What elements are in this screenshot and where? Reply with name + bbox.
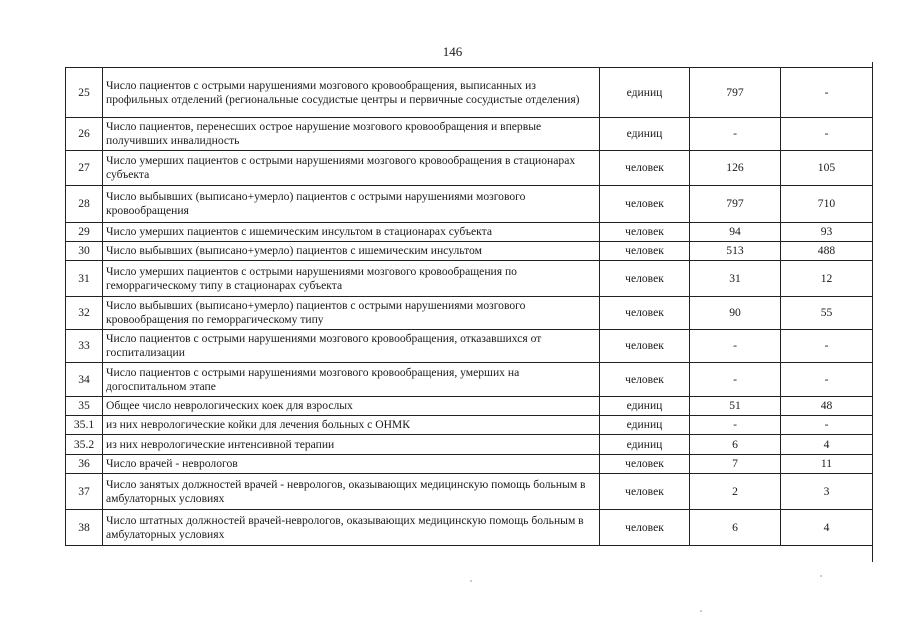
table-row — [66, 68, 873, 118]
table-row — [66, 455, 873, 474]
value-column-1: - — [690, 118, 781, 151]
row-number: 33 — [66, 330, 103, 363]
indicator-name: Число пациентов с острыми нарушениями мозгового кровообращения, выписанных из профильных отделений (региональные сосудистые центры и первичные сосудистые отделения) — [103, 68, 600, 118]
indicator-name: Число умерших пациентов с острыми нарушениями мозгового кровообращения в стационарах субъекта — [103, 151, 600, 186]
row-number: 36 — [66, 455, 103, 474]
unit-of-measure: человек — [600, 186, 690, 223]
value-column-1: - — [690, 416, 781, 435]
scan-artifact — [820, 575, 822, 577]
value-column-1: 7 — [690, 455, 781, 474]
value-column-2: - — [781, 416, 873, 435]
unit-of-measure: человек — [600, 474, 690, 510]
indicator-name: Число выбывших (выписано+умерло) пациентов с ишемическим инсультом — [103, 242, 600, 261]
value-column-2: 55 — [781, 297, 873, 330]
indicator-name: Число пациентов с острыми нарушениями мозгового кровообращения, отказавшихся от госпитализации — [103, 330, 600, 363]
page-number: 146 — [442, 44, 463, 59]
indicators-table — [65, 67, 873, 546]
unit-of-measure: единиц — [600, 416, 690, 435]
value-column-1: 31 — [690, 261, 781, 297]
table-row — [66, 474, 873, 510]
indicator-name: Число врачей - неврологов — [103, 455, 600, 474]
row-number: 35.2 — [66, 435, 103, 455]
unit-of-measure: человек — [600, 330, 690, 363]
unit-of-measure: единиц — [600, 435, 690, 455]
scan-artifact — [700, 610, 702, 612]
unit-of-measure: единиц — [600, 68, 690, 118]
row-number: 35.1 — [66, 416, 103, 435]
value-column-2: - — [781, 68, 873, 118]
row-number: 28 — [66, 186, 103, 223]
value-column-1: 6 — [690, 510, 781, 546]
row-number: 38 — [66, 510, 103, 546]
value-column-1: 94 — [690, 223, 781, 242]
unit-of-measure: человек — [600, 151, 690, 186]
row-number: 27 — [66, 151, 103, 186]
indicator-name: Число умерших пациентов с ишемическим инсультом в стационарах субъекта — [103, 223, 600, 242]
unit-of-measure: человек — [600, 510, 690, 546]
table-row — [66, 363, 873, 397]
indicators-table-body — [66, 68, 873, 546]
value-column-2: 93 — [781, 223, 873, 242]
unit-of-measure: человек — [600, 455, 690, 474]
value-column-2: 12 — [781, 261, 873, 297]
indicator-name: из них неврологические интенсивной терапии — [103, 435, 600, 455]
table-row — [66, 416, 873, 435]
indicator-name: Общее число неврологических коек для взрослых — [103, 397, 600, 416]
value-column-2: 4 — [781, 510, 873, 546]
value-column-2: - — [781, 330, 873, 363]
value-column-1: 126 — [690, 151, 781, 186]
value-column-1: 2 — [690, 474, 781, 510]
unit-of-measure: человек — [600, 297, 690, 330]
indicator-name: Число выбывших (выписано+умерло) пациентов с острыми нарушениями мозгового кровообращения — [103, 186, 600, 223]
value-column-1: - — [690, 330, 781, 363]
table-row — [66, 330, 873, 363]
value-column-1: - — [690, 363, 781, 397]
value-column-2: 48 — [781, 397, 873, 416]
table-row — [66, 118, 873, 151]
value-column-1: 6 — [690, 435, 781, 455]
table-row — [66, 397, 873, 416]
unit-of-measure: человек — [600, 223, 690, 242]
table-row — [66, 242, 873, 261]
indicator-name: Число пациентов с острыми нарушениями мозгового кровообращения, умерших на догоспитальном этапе — [103, 363, 600, 397]
row-number: 30 — [66, 242, 103, 261]
table-row — [66, 297, 873, 330]
table-row — [66, 435, 873, 455]
indicator-name: Число пациентов, перенесших острое нарушение мозгового кровообращения и впервые получивших инвалидность — [103, 118, 600, 151]
value-column-1: 90 — [690, 297, 781, 330]
row-number: 35 — [66, 397, 103, 416]
value-column-1: 51 — [690, 397, 781, 416]
table-row — [66, 151, 873, 186]
value-column-2: - — [781, 363, 873, 397]
unit-of-measure: единиц — [600, 118, 690, 151]
table-row — [66, 261, 873, 297]
value-column-1: 797 — [690, 186, 781, 223]
value-column-2: 710 — [781, 186, 873, 223]
row-number: 37 — [66, 474, 103, 510]
unit-of-measure: человек — [600, 242, 690, 261]
value-column-2: 105 — [781, 151, 873, 186]
unit-of-measure: человек — [600, 363, 690, 397]
indicator-name: из них неврологические койки для лечения больных с ОНМК — [103, 416, 600, 435]
value-column-2: 3 — [781, 474, 873, 510]
value-column-2: 488 — [781, 242, 873, 261]
value-column-1: 513 — [690, 242, 781, 261]
row-number: 34 — [66, 363, 103, 397]
indicator-name: Число штатных должностей врачей-неврологов, оказывающих медицинскую помощь больным в амбулаторных условиях — [103, 510, 600, 546]
indicator-name: Число выбывших (выписано+умерло) пациентов с острыми нарушениями мозгового кровообращения по геморрагическому типу — [103, 297, 600, 330]
row-number: 25 — [66, 68, 103, 118]
table-row — [66, 510, 873, 546]
value-column-2: 11 — [781, 455, 873, 474]
indicator-name: Число умерших пациентов с острыми нарушениями мозгового кровообращения по геморрагическому типу в стационарах субъекта — [103, 261, 600, 297]
row-number: 26 — [66, 118, 103, 151]
value-column-2: 4 — [781, 435, 873, 455]
row-number: 31 — [66, 261, 103, 297]
indicator-name: Число занятых должностей врачей - неврологов, оказывающих медицинскую помощь больным в амбулаторных условиях — [103, 474, 600, 510]
row-number: 32 — [66, 297, 103, 330]
value-column-2: - — [781, 118, 873, 151]
table-right-border — [872, 62, 873, 562]
table-row — [66, 223, 873, 242]
value-column-1: 797 — [690, 68, 781, 118]
row-number: 29 — [66, 223, 103, 242]
unit-of-measure: человек — [600, 261, 690, 297]
scan-artifact — [470, 580, 472, 582]
table-row — [66, 186, 873, 223]
unit-of-measure: единиц — [600, 397, 690, 416]
